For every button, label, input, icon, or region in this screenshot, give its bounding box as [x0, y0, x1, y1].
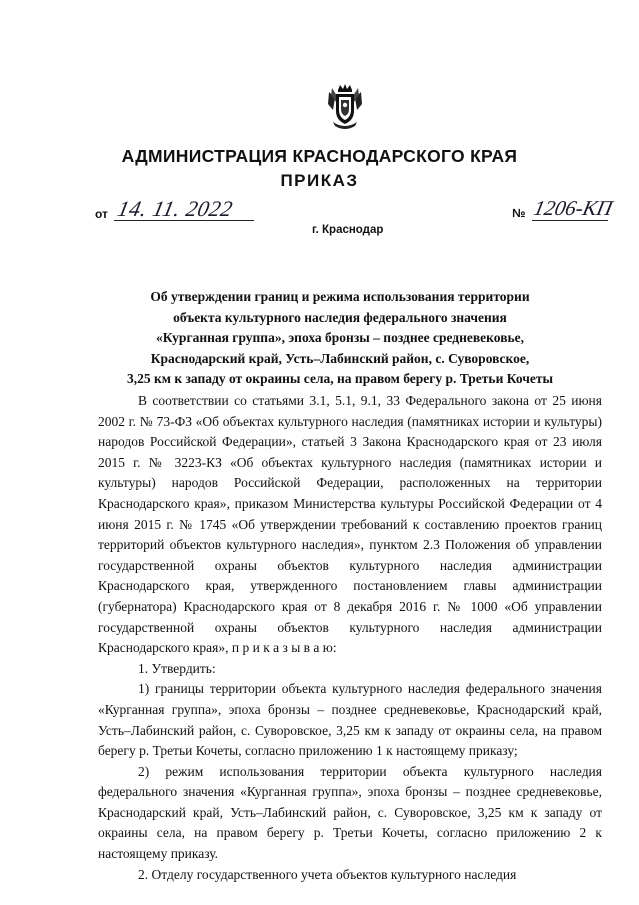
number-label: № [512, 206, 526, 220]
city-label: г. Краснодар [312, 224, 384, 236]
date-label: от [95, 207, 108, 221]
handwritten-number: 1206-КП [531, 196, 615, 220]
clause-1-2-paragraph: 2) режим использования территории объекта культурного наследия федерального значения «Курганная группа», эпоха бронзы – позднее средневековье, Краснодарский край, Усть–Лабинский район, с. Суворовское, 3,25 км к западу от окраины села, на правом берегу р. Третьи Кочеты, согласно приложению 2 к настоящему приказу. [98, 763, 602, 862]
order-body [98, 391, 602, 885]
order-heading [80, 287, 600, 390]
organization-title: АДМИНИСТРАЦИЯ КРАСНОДАРСКОГО КРАЯ [121, 146, 518, 166]
heading-line: 3,25 км к западу от окраины села, на правом берегу р. Третьи Кочеты [126, 371, 554, 386]
heading-line: «Курганная группа», эпоха бронзы – позднее средневековье, [155, 330, 524, 345]
handwritten-date: 14. 11. 2022 [115, 196, 236, 221]
document-type: ПРИКАЗ [280, 171, 359, 190]
clause-1-paragraph: 1. Утвердить: [138, 660, 216, 676]
heading-line: Об утверждении границ и режима использования территории [150, 289, 530, 304]
heading-line: объекта культурного наследия федерального значения [173, 309, 507, 325]
clause-2-paragraph: 2. Отделу государственного учета объектов культурного наследия [138, 866, 517, 882]
heading-line: Краснодарский край, Усть–Лабинский район, с. Суворовское, [150, 350, 530, 366]
krasnodar-coat-of-arms-icon [327, 84, 363, 130]
preamble-paragraph: В соответствии со статьями 3.1, 5.1, 9.1, 33 Федерального закона от 25 июня 2002 г. № 73-ФЗ «Об объектах культурного наследия (памятниках истории и культуры) народов Российской Федерации», статьей 3 Закона Краснодарского края от 23 июля 2015 г. № 3223-КЗ «Об объектах культурного наследия (памятниках истории и культуры) народов Российской Федерации, расположенных на территории Краснодарского края», приказом Министерства культуры Российской Федерации от 4 июня 2015 г. № 1745 «Об утверждении требований к составлению проектов границ территорий объектов культурного наследия», пунктом 2.3 Положения об управлении государственной охраны объектов культурного наследия администрации Краснодарского края, утвержденного постановлением главы администрации (губернатора) Краснодарского края от 8 декабря 2016 г. № 1000 «Об управлении государственной охраны объектов культурного наследия администрации Краснодарского края», п р и к а з ы в а ю: [98, 393, 602, 656]
clause-1-1-paragraph: 1) границы территории объекта культурного наследия федерального значения «Курганная группа», эпоха бронзы – позднее средневековье, Краснодарский край, Усть–Лабинский район, с. Суворовское, 3,25 км к западу от окраины села, на правом берегу р. Третьи Кочеты, согласно приложению 1 к настоящему приказу; [98, 681, 602, 759]
